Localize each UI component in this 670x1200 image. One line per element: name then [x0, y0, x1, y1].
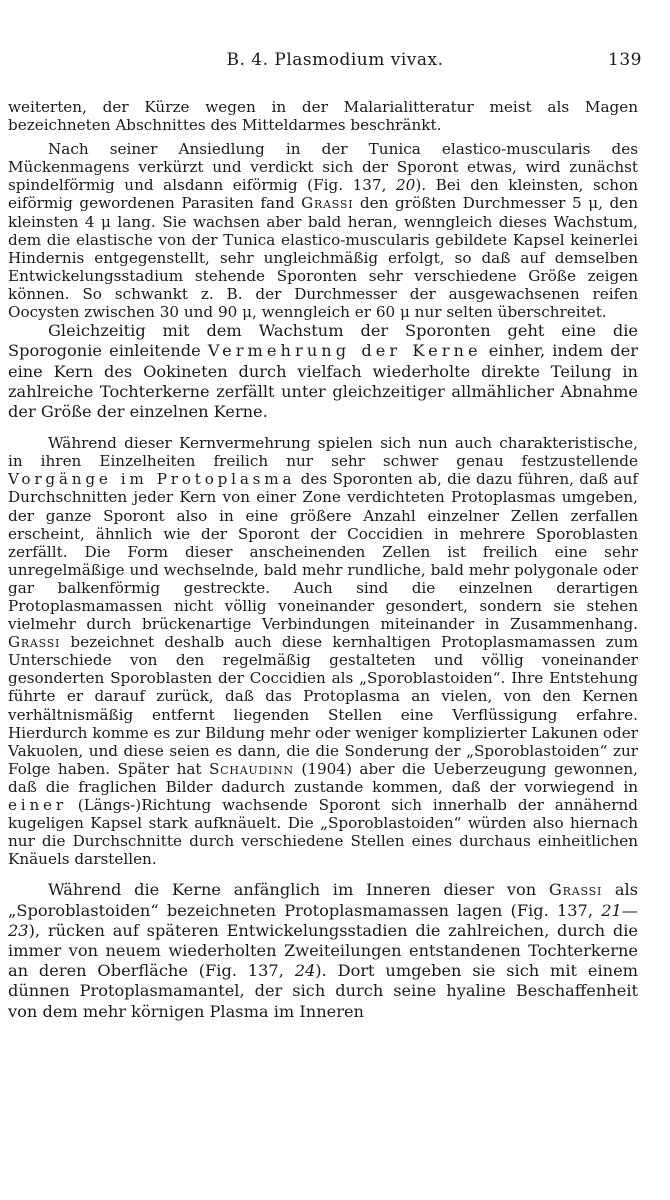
p2-text-1: Nach seiner Ansiedlung in der Tunica elastico-muscularis des Mückenmagens verkürzt und verdickt sich der Sporont etwas, wird zunächst spindelförmig und alsdann eiförmig (Fig. 137, — [8, 140, 638, 195]
paragraph-2 — [8, 140, 638, 321]
paragraph-3 — [8, 321, 638, 422]
p2-text-2: ). Bei den kleinsten, schon eiförmig gewordenen Parasiten fand — [8, 176, 639, 213]
p2-text-3: den größten Durchmesser 5 μ, den kleinsten 4 μ lang. Sie wachsen aber bald heran, wenngleich dieses Wachstum, dem die elastische von der Tunica elastico-muscularis gebildete Kapsel keinerlei Hindernis entgegenstellt, sehr ungleichmäßig erfolgt, so daß auf demselben Entwickelungsstadium stehende Sporonten sehr verschiedene Größe zeigen können. So schwankt z. B. der Durchmesser der ausgewachsenen reifen Oocysten zwischen 30 und 90 μ, wenngleich er 60 μ nur selten überschreitet. — [8, 194, 638, 322]
spaced-emphasis-einer: einer — [8, 796, 67, 815]
p5-text-3: ), rücken auf späteren Entwickelungsstadien die zahlreichen, durch die immer von neuem wiederholten Zweiteilungen entstandenen Tochterkerne an deren Oberfläche (Fig. 137, — [8, 920, 638, 981]
p4-text-1: Während dieser Kernvermehrung spielen sich nun auch charakteristische, in ihren Einzelheiten freilich nur sehr schwer genau festzustellende — [8, 434, 638, 471]
spaced-emphasis-protoplasma: Vorgänge im Protoplasma — [8, 470, 296, 489]
paragraph-5 — [8, 880, 638, 1021]
paragraph-1: weiterten, der Kürze wegen in der Malarialitteratur meist als Magen bezeichneten Abschnittes des Mitteldarmes beschränkt. — [8, 98, 638, 135]
p3-text-1: Gleichzeitig mit dem Wachstum der Sporonten geht eine die Sporogonie einleitende — [8, 321, 638, 361]
author-grassi: Grassi — [8, 633, 61, 652]
p4-text-4: (1904) aber die Ueberzeugung gewonnen, daß die fraglichen Bilder dadurch zustande kommen, daß der vorwiegend in — [8, 759, 639, 796]
p4-text-2: des Sporonten ab, die dazu führen, daß auf Durchschnitten jeder Kern von einer Zone verdichteten Protoplasmas umgeben, der ganze Sporont also in eine größere Anzahl einzelner Zellen zerfallen erscheint, ähnlich wie der Sporont der Coccidien in mehrere Sporoblasten zerfällt. Die Form dieser anscheinenden Zellen ist freilich eine sehr unregelmäßige und wechselnde, bald mehr rundliche, bald mehr polygonale oder gar balkenförmig gestreckte. Auch sind die einzelnen derartigen Protoplasmamassen nicht völlig voneinander gesondert, sondern sie stehen vielmehr durch brückenartige Verbindungen miteinander in Zusammenhang. — [8, 470, 638, 634]
page-number: 139 — [608, 50, 642, 70]
p5-text-2: als „Sporoblastoiden“ bezeichneten Protoplasmamassen lagen (Fig. 137, — [8, 880, 639, 920]
running-title: B. 4. Plasmodium vivax. — [226, 50, 444, 70]
figure-ref-21-23: 21—23 — [8, 900, 638, 940]
author-grassi: Grassi — [301, 194, 354, 213]
p3-text-2: einher, indem der eine Kern des Ookineten durch vielfach wiederholte direkte Teilung in zahlreiche Tochterkerne zerfällt unter gleichzeitiger allmählicher Abnahme der Größe der einzelnen Kerne. — [8, 341, 638, 421]
paragraph-4 — [8, 434, 638, 868]
author-grassi: Grassi — [548, 880, 603, 900]
author-schaudinn: Schaudinn — [209, 759, 294, 778]
p4-text-3: bezeichnet deshalb auch diese kernhaltigen Protoplasmamassen zum Unterschiede von den regelmäßig gestalteten und völlig voneinander gesonderten Sporoblasten der Coccidien als „Sporoblastoiden“. Ihre Entstehung führte er darauf zurück, daß das Protoplasma an vielen, von den Kernen verhältnismäßig entfernt liegenden Stellen eine Verflüssigung erfahre. Hierdurch komme es zur Bildung mehr oder weniger komplizierter Lakunen oder Vakuolen, und diese seien es dann, die die Sonderung der „Sporoblastoiden“ zur Folge haben. Später hat — [8, 633, 638, 778]
spaced-emphasis-kernvermehrung: Vermehrung der Kerne — [207, 341, 482, 361]
body-text — [8, 98, 638, 1022]
p4-text-5: (Längs-)Richtung wachsende Sporont sich innerhalb der annähernd kugeligen Kapsel stark aufknäuelt. Die „Sporoblastoiden“ würden also hiernach nur die Durchschnitte durch verschiedene Stellen eines durchaus einheitlichen Knäuels darstellen. — [8, 796, 638, 869]
figure-ref-24: 24 — [294, 961, 316, 981]
figure-ref-20: 20 — [395, 176, 416, 195]
p5-text-4: ). Dort umgeben sie sich mit einem dünnen Protoplasmamantel, der sich durch seine hyaline Beschaffenheit von dem mehr körnigen Plasma im Inneren — [8, 961, 638, 1021]
p5-text-1: Während die Kerne anfänglich im Inneren dieser von — [48, 880, 549, 900]
page-header — [0, 50, 670, 74]
